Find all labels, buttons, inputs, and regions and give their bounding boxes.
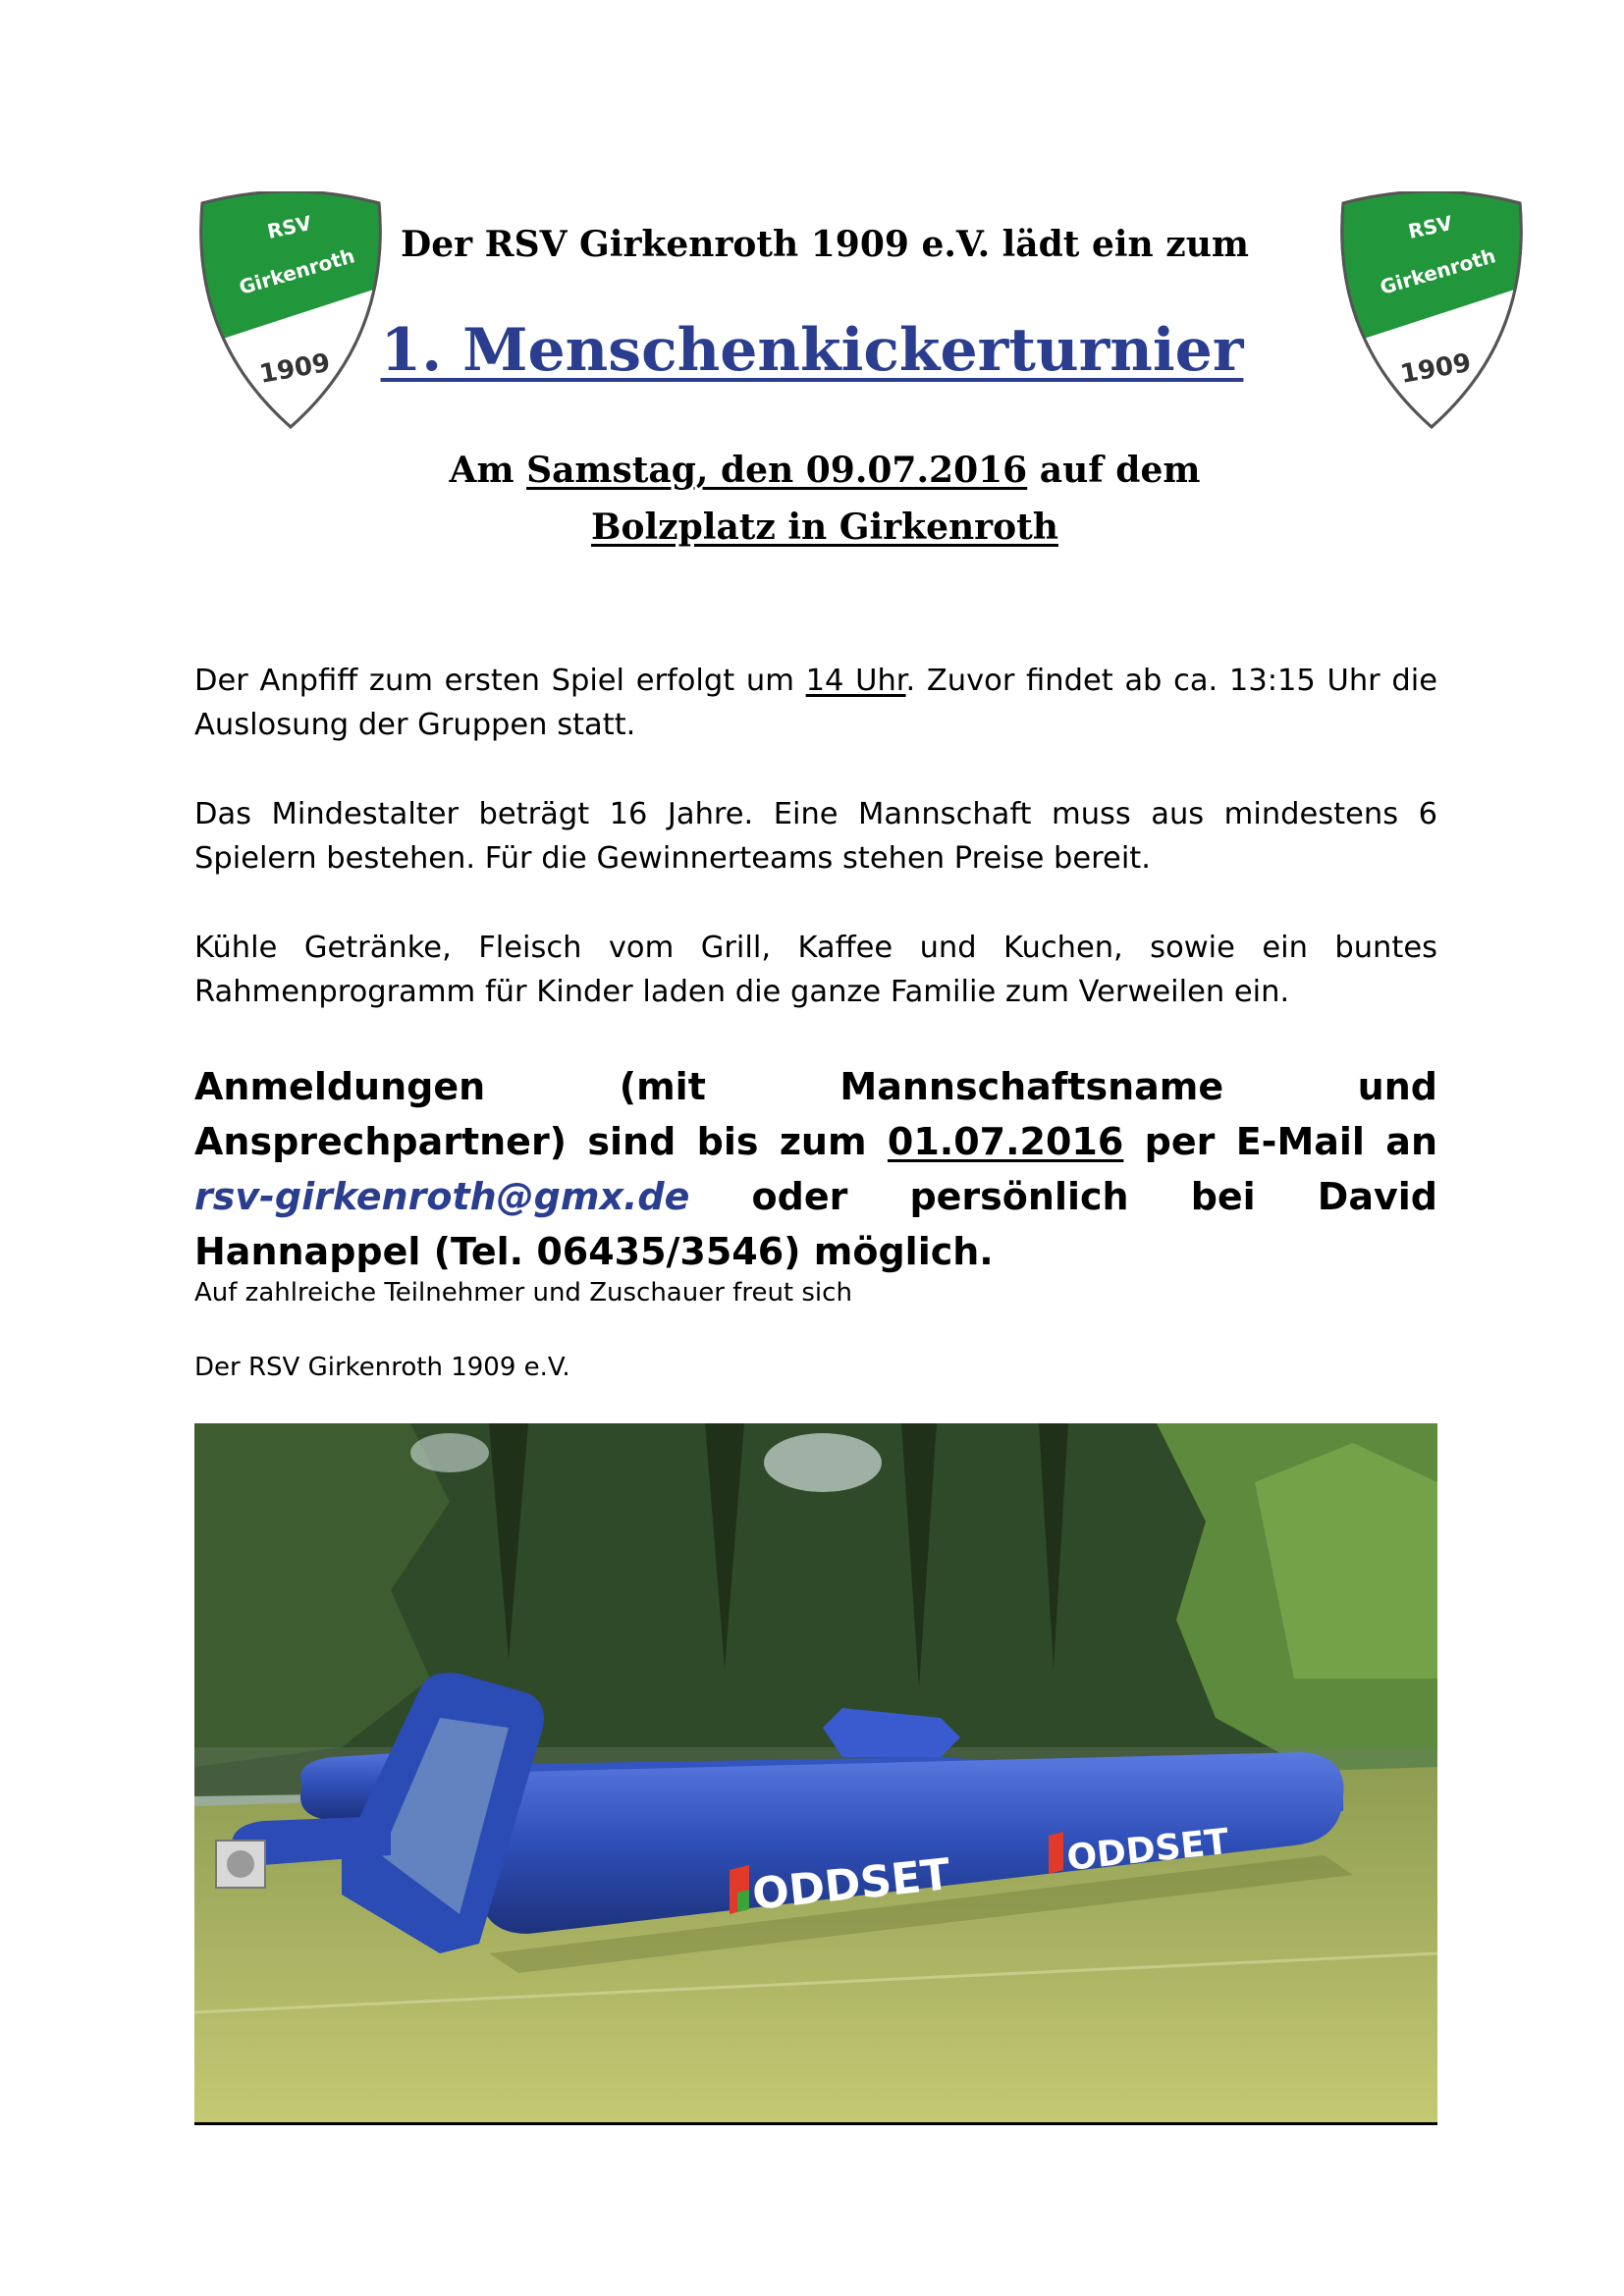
logo-year-text: 1909 bbox=[257, 347, 333, 390]
signature-line: Der RSV Girkenroth 1909 e.V. bbox=[194, 1353, 570, 1382]
paragraph-kickoff bbox=[194, 660, 1437, 747]
banner-oddset-1: ODDSET bbox=[749, 1849, 953, 1920]
logo-rsv-text: RSV bbox=[1406, 210, 1455, 243]
registration-text-c: oder persönlich bei David Hannappel (Tel. 06435/3546) möglich. bbox=[194, 1174, 1437, 1273]
registration-deadline: 01.07.2016 bbox=[887, 1119, 1124, 1163]
paragraph-catering: Kühle Getränke, Fleisch vom Grill, Kaffee und Kuchen, sowie ein buntes Rahmenprogramm für Kinder laden die ganze Familie zum Verweilen ein. bbox=[194, 931, 1437, 1009]
paragraph-rules: Das Mindestalter beträgt 16 Jahre. Eine Mannschaft muss aus mindestens 6 Spielern bestehen. Für die Gewinnerteams stehen Preise bereit. bbox=[194, 797, 1437, 876]
registration-text-a: Anmeldungen (mit Mannschaftsname und Ansprechpartner) sind bis zum bbox=[194, 1065, 1437, 1163]
date-prefix: Am bbox=[449, 450, 527, 491]
registration-text-b: per E-Mail an bbox=[1123, 1119, 1437, 1163]
logo-year-text: 1909 bbox=[1398, 347, 1474, 390]
bottom-rule bbox=[194, 2122, 1437, 2125]
event-location-line bbox=[334, 507, 1316, 548]
invitation-intro: Der RSV Girkenroth 1909 e.V. lädt ein zum bbox=[401, 224, 1249, 265]
registration-email-link[interactable]: rsv-girkenroth@gmx.de bbox=[194, 1174, 690, 1218]
registration-paragraph bbox=[194, 1060, 1437, 1279]
logo-girkenroth-text: Girkenroth bbox=[236, 243, 357, 299]
closing-line: Auf zahlreiche Teilnehmer und Zuschauer freut sich bbox=[194, 1278, 852, 1308]
kickoff-time: 14 Uhr bbox=[805, 664, 906, 698]
date-suffix: auf dem bbox=[1027, 450, 1201, 491]
event-location: Bolzplatz in Girkenroth bbox=[591, 507, 1058, 548]
rsv-logo-right bbox=[1333, 191, 1530, 432]
kickoff-text-b: . Zuvor findet ab ca. 13:15 Uhr die Auslosung der Gruppen statt. bbox=[194, 664, 1437, 742]
photo-illustration bbox=[194, 1423, 1437, 2122]
logo-girkenroth-text: Girkenroth bbox=[1377, 243, 1498, 299]
kickoff-text-a: Der Anpfiff zum ersten Spiel erfolgt um bbox=[194, 664, 806, 698]
logo-rsv-text: RSV bbox=[265, 210, 314, 243]
event-date-line bbox=[334, 450, 1316, 491]
event-title: 1. Menschenkickerturnier bbox=[380, 316, 1244, 385]
inflatable-field-photo bbox=[194, 1423, 1437, 2122]
banner-oddset-2: ODDSET bbox=[1064, 1821, 1231, 1879]
event-date: Samstag, den 09.07.2016 bbox=[526, 450, 1028, 491]
